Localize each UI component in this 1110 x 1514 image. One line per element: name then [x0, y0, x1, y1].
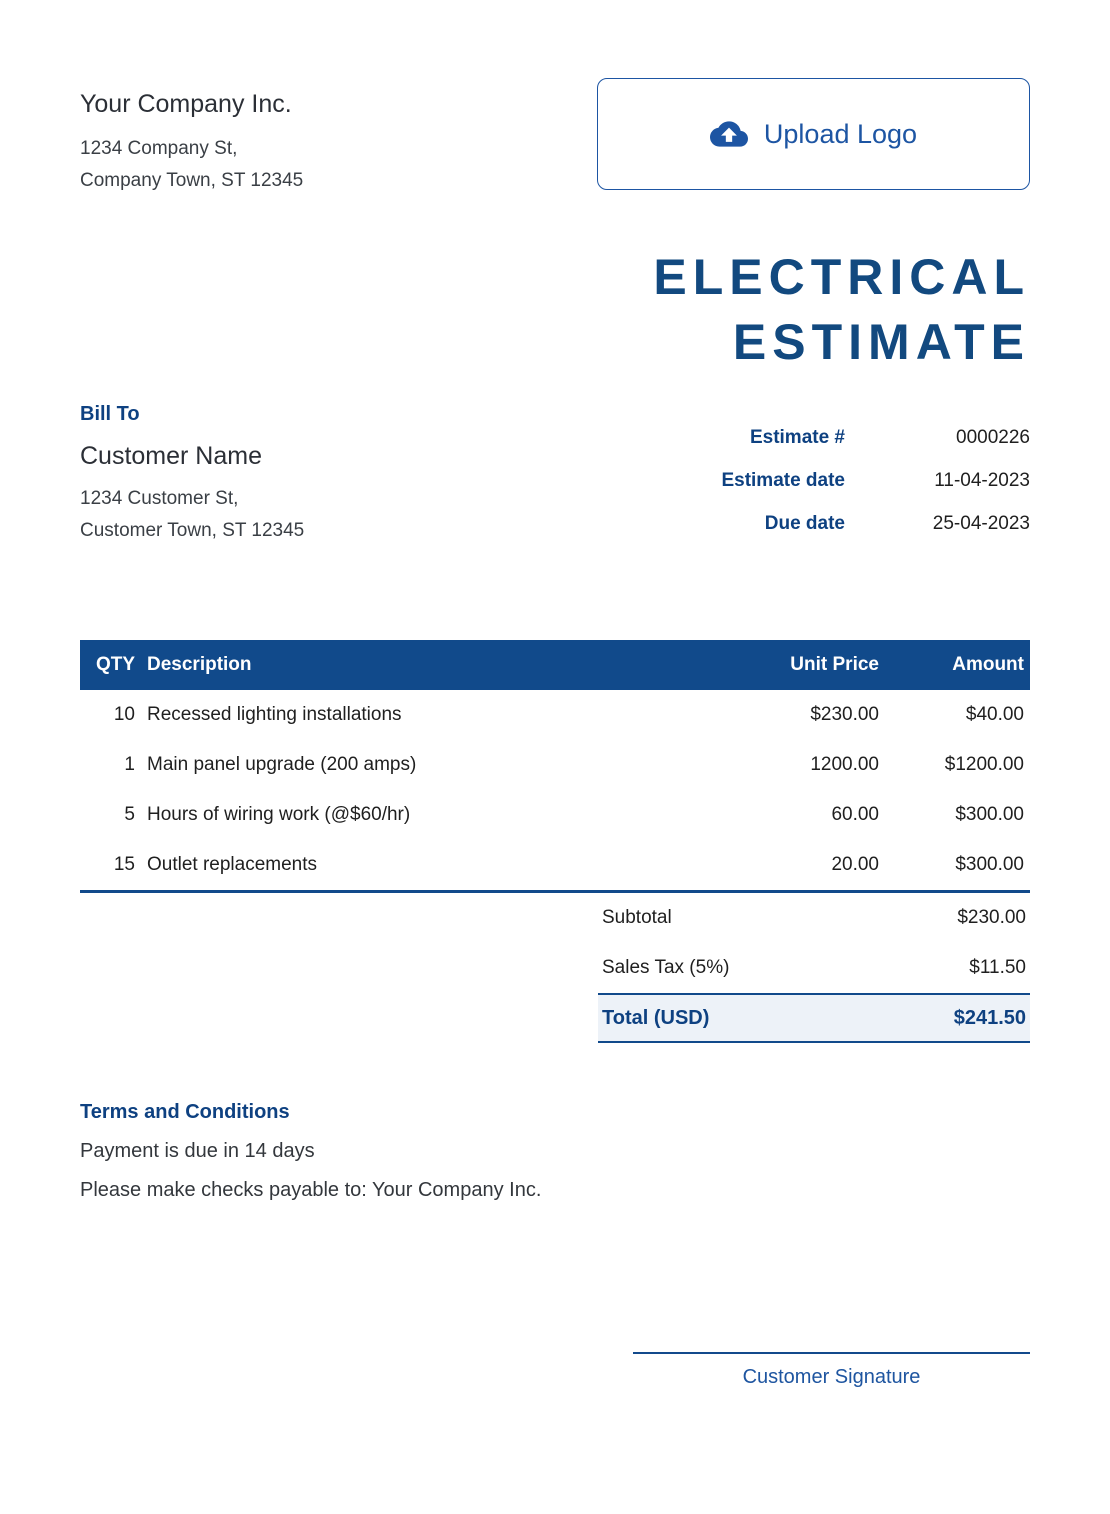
terms-section: [80, 1101, 1030, 1202]
upload-logo-button[interactable]: [597, 78, 1030, 190]
row-unit-price: 20.00: [831, 854, 879, 875]
estimate-document: [0, 78, 1110, 1514]
customer-address: [80, 483, 304, 547]
header-unit-price: Unit Price: [790, 654, 879, 675]
info-row: [80, 403, 1030, 556]
due-date-value: 25-04-2023: [932, 513, 1030, 534]
estimate-date-row: [625, 470, 1030, 492]
bill-to-heading: Bill To: [80, 403, 140, 425]
sales-tax-label: Sales Tax (5%): [602, 957, 730, 978]
items-table: [80, 640, 1030, 893]
table-row: [80, 740, 1030, 790]
estimate-number-label: Estimate #: [749, 427, 845, 448]
customer-address-line1: 1234 Customer St,: [80, 488, 239, 509]
company-address-line1: 1234 Company St,: [80, 138, 238, 159]
row-amount: $40.00: [965, 704, 1024, 725]
items-table-header: [80, 640, 1030, 690]
company-address-line2: Company Town, ST 12345: [80, 170, 304, 191]
subtotal-label: Subtotal: [602, 907, 672, 928]
header: [80, 78, 1030, 197]
customer-address-line2: Customer Town, ST 12345: [80, 520, 305, 541]
customer-name: Customer Name: [80, 442, 262, 470]
cloud-upload-icon: [710, 115, 748, 153]
table-row: [80, 840, 1030, 890]
items-table-body: [80, 690, 1030, 893]
company-name: Your Company Inc.: [80, 90, 292, 118]
total-value: $241.50: [953, 1006, 1026, 1029]
row-qty: 15: [113, 854, 135, 875]
header-description: Description: [147, 654, 252, 675]
header-amount: Amount: [952, 654, 1024, 675]
terms-line: Payment is due in 14 days: [80, 1140, 315, 1162]
terms-heading: Terms and Conditions: [80, 1101, 290, 1123]
row-description: Main panel upgrade (200 amps): [147, 754, 417, 775]
upload-logo-label: Upload Logo: [763, 118, 918, 149]
row-description: Hours of wiring work (@$60/hr): [147, 804, 411, 825]
row-unit-price: 1200.00: [810, 754, 879, 775]
row-unit-price: 60.00: [831, 804, 879, 825]
totals-section: [598, 893, 1030, 1043]
document-title: [80, 245, 1030, 375]
terms-line: Please make checks payable to: Your Company Inc.: [80, 1179, 542, 1201]
subtotal-value: $230.00: [957, 907, 1026, 928]
estimate-meta: [625, 427, 1030, 556]
company-info: [80, 90, 303, 197]
row-qty: 10: [113, 704, 135, 725]
bill-to-block: [80, 403, 304, 556]
table-row: [80, 790, 1030, 840]
document-title-line2: ESTIMATE: [732, 314, 1030, 370]
company-address: [80, 133, 303, 197]
row-qty: 5: [124, 804, 135, 825]
table-row: [80, 690, 1030, 740]
signature-line: [633, 1352, 1030, 1354]
total-label: Total (USD): [602, 1006, 710, 1029]
estimate-number-row: [625, 427, 1030, 449]
row-description: Recessed lighting installations: [147, 704, 402, 725]
total-row: [598, 993, 1030, 1043]
row-amount: $300.00: [955, 854, 1024, 875]
due-date-row: [625, 513, 1030, 535]
row-description: Outlet replacements: [147, 854, 318, 875]
row-qty: 1: [124, 754, 135, 775]
estimate-date-value: 11-04-2023: [934, 470, 1030, 491]
estimate-date-label: Estimate date: [721, 470, 845, 491]
signature-block: [633, 1352, 1030, 1389]
document-title-line1: ELECTRICAL: [653, 249, 1030, 305]
signature-label: Customer Signature: [742, 1366, 921, 1388]
header-qty: QTY: [95, 654, 135, 675]
row-amount: $1200.00: [944, 754, 1024, 775]
due-date-label: Due date: [764, 513, 845, 534]
estimate-number-value: 0000226: [956, 427, 1030, 448]
sales-tax-row: [598, 943, 1030, 993]
row-unit-price: $230.00: [810, 704, 879, 725]
sales-tax-value: $11.50: [969, 957, 1026, 978]
row-amount: $300.00: [955, 804, 1024, 825]
subtotal-row: [598, 893, 1030, 943]
